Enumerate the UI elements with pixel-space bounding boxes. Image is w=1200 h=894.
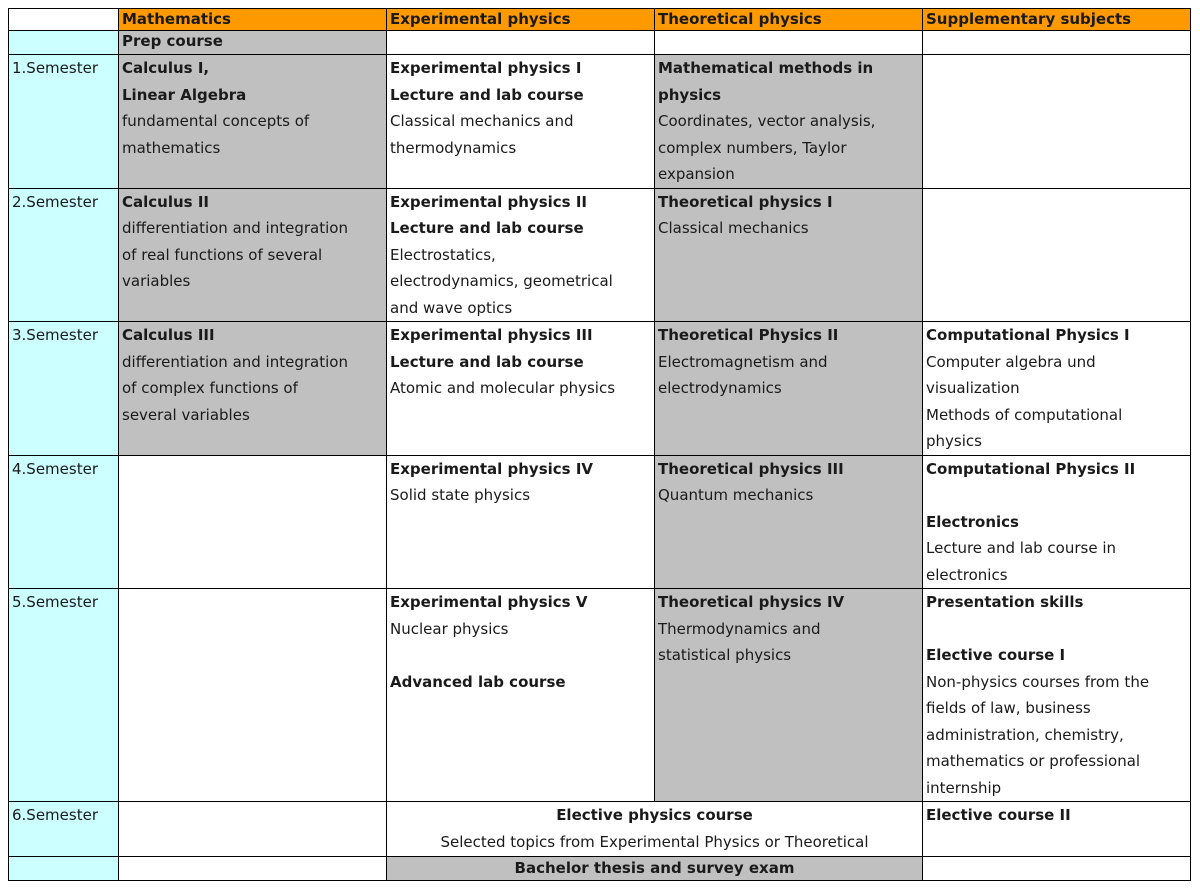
course-description: Quantum mechanics <box>658 486 814 504</box>
course-description: of complex functions of <box>122 379 298 397</box>
course-description: thermodynamics <box>390 138 517 157</box>
empty-cell <box>387 31 655 55</box>
spacer <box>926 616 1187 643</box>
course-description: mathematics or professional <box>926 752 1141 770</box>
math-cell-sem2 <box>119 188 387 322</box>
course-description: mathematics <box>122 138 221 157</box>
math-cell-sem5 <box>119 589 387 802</box>
prep-row <box>9 31 1191 55</box>
theo-cell-sem1 <box>655 55 923 189</box>
semester-label: 6.Semester <box>9 802 119 857</box>
semester-label: 2.Semester <box>9 188 119 322</box>
supp-cell-sem4 <box>923 455 1191 589</box>
theo-cell-sem4 <box>655 455 923 589</box>
semester-label: 1.Semester <box>9 55 119 189</box>
course-description: Thermodynamics and <box>658 619 821 638</box>
course-description: variables <box>122 272 191 290</box>
course-title: Computational Physics II <box>926 459 1136 478</box>
course-description: electrodynamics <box>658 379 782 397</box>
empty-cell <box>119 857 387 881</box>
semester-row-4 <box>9 455 1191 589</box>
course-title: Theoretical physics I <box>658 192 833 211</box>
course-title: Theoretical physics III <box>658 459 844 478</box>
course-subtitle: Lecture and lab course <box>390 85 584 104</box>
empty-cell <box>655 31 923 55</box>
course-title: Computational Physics I <box>926 326 1130 344</box>
course-description: and wave optics <box>390 298 513 317</box>
math-cell-sem1 <box>119 55 387 189</box>
semester-row-6 <box>9 802 1191 857</box>
math-cell-sem4 <box>119 455 387 589</box>
empty-cell <box>923 31 1191 55</box>
course-title: Experimental physics III <box>390 326 593 344</box>
course-title: Elective course II <box>926 806 1071 824</box>
course-description: statistical physics <box>658 646 792 664</box>
supp-cell-sem3 <box>923 322 1191 456</box>
course-title: Calculus III <box>122 326 215 344</box>
prep-course-cell <box>119 31 387 55</box>
course-title: Experimental physics IV <box>390 459 594 478</box>
course-description: complex numbers, Taylor <box>658 138 847 157</box>
course-description: Electrostatics, <box>390 245 496 264</box>
elective-physics-cell <box>387 802 923 857</box>
semester-label-cell <box>9 31 119 55</box>
course-description: internship <box>926 778 1002 797</box>
course-title: Experimental physics I <box>390 59 582 77</box>
semester-label-cell <box>9 857 119 881</box>
course-description: Atomic and molecular physics <box>390 379 616 397</box>
supp-cell-sem2 <box>923 188 1191 322</box>
course-title: Advanced lab course <box>390 672 566 691</box>
course-description: differentiation and integration <box>122 219 348 237</box>
spacer <box>926 482 1187 509</box>
header-theoretical-physics: Theoretical physics <box>655 9 923 31</box>
supp-cell-sem6 <box>923 802 1191 857</box>
course-description: fields of law, business <box>926 699 1091 717</box>
course-title: Calculus I, <box>122 59 210 77</box>
course-description: Classical mechanics and <box>390 112 574 130</box>
course-title: Elective physics course <box>556 806 753 824</box>
math-cell-sem3 <box>119 322 387 456</box>
course-title: Linear Algebra <box>122 85 247 104</box>
course-title: Experimental physics V <box>390 593 588 611</box>
exp-cell-sem4 <box>387 455 655 589</box>
course-description: expansion <box>658 165 735 183</box>
course-description: differentiation and integration <box>122 352 348 371</box>
course-description: Methods of computational <box>926 405 1123 424</box>
course-subtitle: Lecture and lab course <box>390 219 584 237</box>
course-title: Theoretical physics IV <box>658 593 845 611</box>
header-mathematics: Mathematics <box>119 9 387 31</box>
course-description: Electromagnetism and <box>658 352 828 371</box>
course-description: Nuclear physics <box>390 619 509 638</box>
theo-cell-sem3 <box>655 322 923 456</box>
course-description: Computer algebra und <box>926 352 1096 371</box>
course-description: visualization <box>926 379 1020 397</box>
header-row <box>9 9 1191 31</box>
theo-cell-sem2 <box>655 188 923 322</box>
course-description: Selected topics from Experimental Physics or Theoretical <box>440 832 869 851</box>
semester-row-1 <box>9 55 1191 189</box>
bachelor-thesis-cell: Bachelor thesis and survey exam <box>387 857 923 881</box>
semester-row-3 <box>9 322 1191 456</box>
semester-row-2 <box>9 188 1191 322</box>
course-description: Solid state physics <box>390 486 531 504</box>
corner-cell <box>9 9 119 31</box>
course-description: Coordinates, vector analysis, <box>658 112 876 130</box>
semester-row-5 <box>9 589 1191 802</box>
spacer <box>390 642 651 669</box>
math-cell-sem6 <box>119 802 387 857</box>
course-description: electronics <box>926 565 1008 584</box>
supp-cell-sem1 <box>923 55 1191 189</box>
exp-cell-sem1 <box>387 55 655 189</box>
course-description: of real functions of several <box>122 245 323 264</box>
theo-cell-sem5 <box>655 589 923 802</box>
thesis-row <box>9 857 1191 881</box>
empty-cell <box>923 857 1191 881</box>
semester-label: 5.Semester <box>9 589 119 802</box>
course-title: Presentation skills <box>926 593 1084 611</box>
course-description: several variables <box>122 405 250 424</box>
course-description: fundamental concepts of <box>122 112 310 130</box>
course-title: Elective course I <box>926 646 1066 664</box>
course-title: Electronics <box>926 512 1019 531</box>
course-title: physics <box>658 85 722 104</box>
course-description: Classical mechanics <box>658 219 809 237</box>
course-description: physics <box>926 432 982 450</box>
exp-cell-sem3 <box>387 322 655 456</box>
exp-cell-sem2 <box>387 188 655 322</box>
curriculum-table <box>8 8 1191 881</box>
exp-cell-sem5 <box>387 589 655 802</box>
course-title: Calculus II <box>122 192 209 211</box>
course-subtitle: Lecture and lab course <box>390 352 584 371</box>
prep-course-label: Prep course <box>122 32 223 50</box>
course-title: Theoretical Physics II <box>658 326 839 344</box>
header-experimental-physics: Experimental physics <box>387 9 655 31</box>
header-supplementary-subjects: Supplementary subjects <box>923 9 1191 31</box>
semester-label: 3.Semester <box>9 322 119 456</box>
semester-label: 4.Semester <box>9 455 119 589</box>
supp-cell-sem5 <box>923 589 1191 802</box>
course-description: administration, chemistry, <box>926 725 1124 744</box>
course-description: electrodynamics, geometrical <box>390 272 613 290</box>
course-description: Non-physics courses from the <box>926 672 1150 691</box>
course-title: Experimental physics II <box>390 192 587 211</box>
course-description: Lecture and lab course in <box>926 539 1117 557</box>
course-title: Mathematical methods in <box>658 59 874 77</box>
